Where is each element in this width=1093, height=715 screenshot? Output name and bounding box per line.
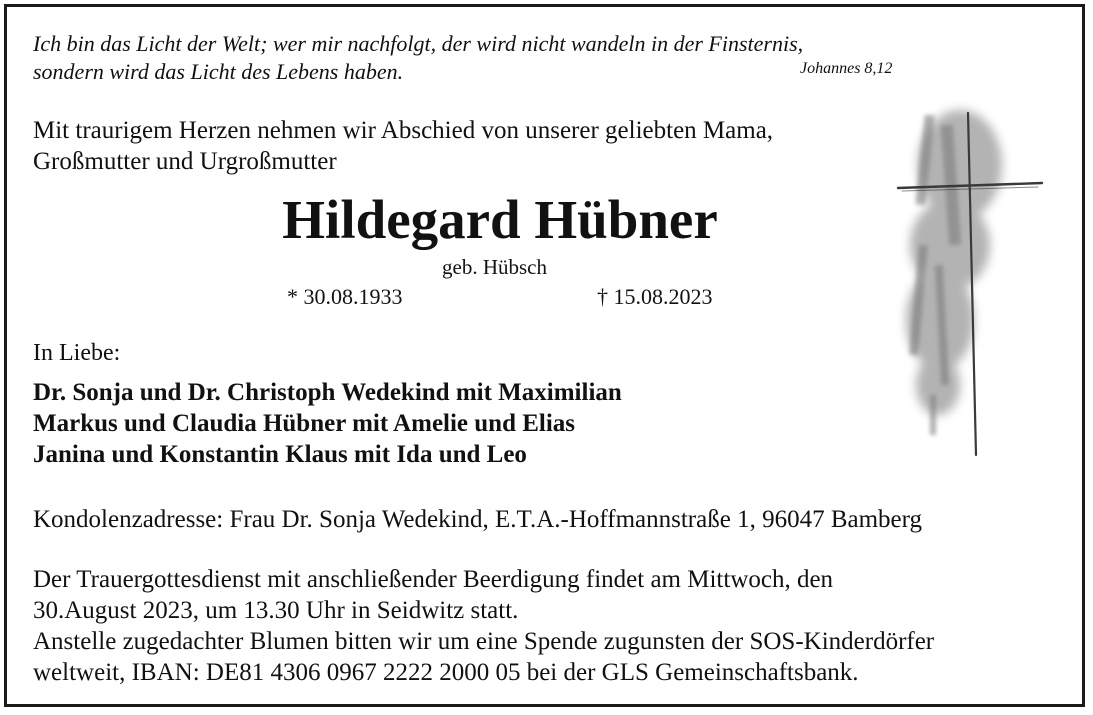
intro-line-2: Großmutter und Urgroßmutter bbox=[33, 148, 337, 175]
mourners-label: In Liebe: bbox=[33, 340, 121, 366]
cross-icon bbox=[890, 95, 1050, 475]
maiden-name: geb. Hübsch bbox=[442, 255, 547, 279]
service-line-3: Anstelle zugedachter Blumen bitten wir um eine Spende zugunsten der SOS-Kinderdörfer bbox=[33, 628, 935, 655]
mourner-line-3: Janina und Konstantin Klaus mit Ida und Leo bbox=[33, 441, 527, 468]
birth-date: * 30.08.1933 bbox=[287, 284, 403, 309]
deceased-name: Hildegard Hübner bbox=[282, 189, 718, 250]
verse-line-2: sondern wird das Licht des Lebens haben. bbox=[33, 59, 404, 84]
mourner-line-2: Markus und Claudia Hübner mit Amelie und Elias bbox=[33, 410, 576, 437]
service-line-1: Der Trauergottesdienst mit anschließender Beerdigung findet am Mittwoch, den bbox=[33, 566, 834, 593]
verse-reference: Johannes 8,12 bbox=[800, 60, 893, 77]
service-line-2: 30.August 2023, um 13.30 Uhr in Seidwitz statt. bbox=[33, 597, 519, 624]
service-line-4: weltweit, IBAN: DE81 4306 0967 2222 2000 05 bei der GLS Gemeinschaftsbank. bbox=[33, 659, 859, 686]
mourner-line-1: Dr. Sonja und Dr. Christoph Wedekind mit Maximilian bbox=[33, 379, 622, 406]
bible-verse bbox=[33, 30, 803, 86]
intro-text bbox=[33, 115, 773, 177]
cross-graphic bbox=[890, 95, 1050, 475]
intro-line-1: Mit traurigem Herzen nehmen wir Abschied von unserer geliebten Mama, bbox=[33, 117, 774, 144]
service-info bbox=[33, 564, 934, 688]
death-date: † 15.08.2023 bbox=[597, 284, 713, 309]
condolence-address: Kondolenzadresse: Frau Dr. Sonja Wedekind, E.T.A.-Hoffmannstraße 1, 96047 Bamberg bbox=[33, 506, 923, 533]
mourners-list bbox=[33, 377, 622, 470]
verse-line-1: Ich bin das Licht der Welt; wer mir nachfolgt, der wird nicht wandeln in der Finsternis, bbox=[33, 31, 804, 56]
